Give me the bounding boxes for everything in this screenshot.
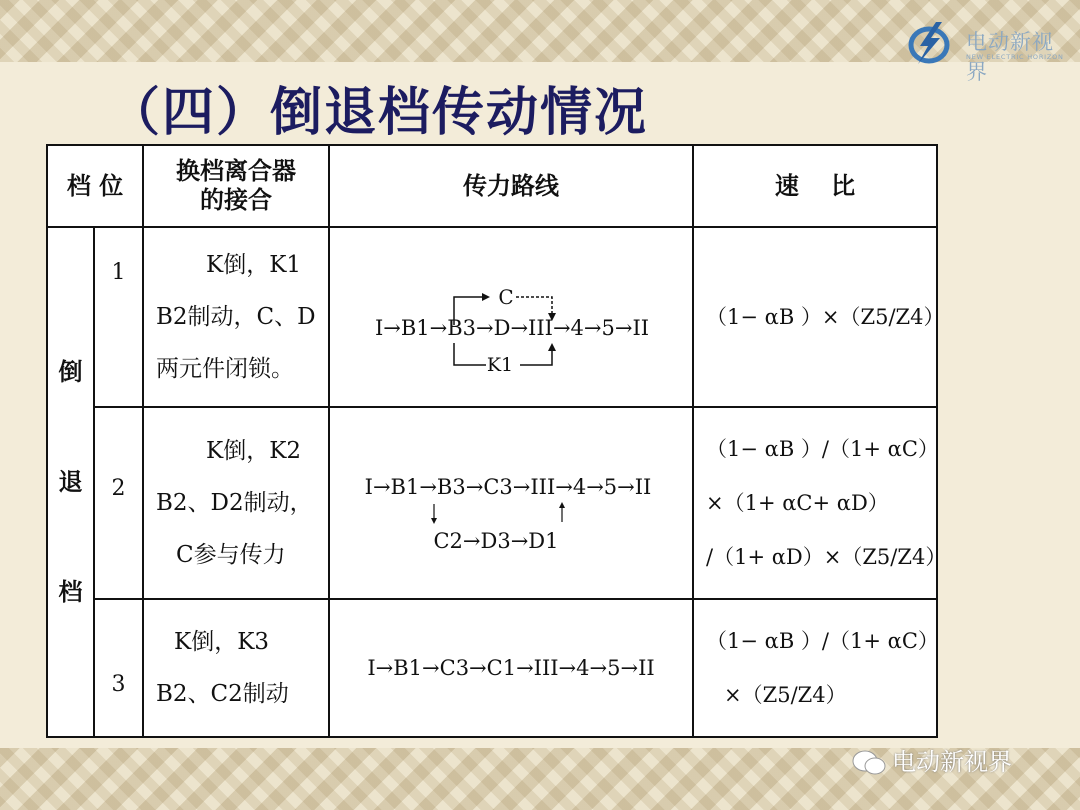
table-row [47,407,937,599]
svg-text:I→B1→B3→C3→III→4→5→II: I→B1→B3→C3→III→4→5→II [364,474,652,499]
gear-number: 2 [94,407,143,599]
speed-ratio: （1− αB ）×（Z5/Z4） [693,227,937,407]
clutch-engagement: K倒，K3 B2、C2制动 [143,599,329,737]
svg-text:C2→D3→D1: C2→D3→D1 [433,528,559,553]
logo-name-cn: 电动新视界 [966,30,1054,84]
header-row [47,145,937,227]
gear-number: 1 [94,227,143,407]
route-diagram [330,255,694,375]
logo-name-en: NEW ELECTRIC HORIZON [966,53,1064,61]
header-gear: 档 位 [47,145,143,227]
clutch-engagement: K倒，K1 B2制动，C、D 两元件闭锁。 [143,227,329,407]
clutch-engagement: K倒，K2 B2、D2制动， C参与传力 [143,407,329,599]
svg-text:I→B1→B3→D→III→4→5→II: I→B1→B3→D→III→4→5→II [374,315,650,340]
header-clutch: 换档离合器的接合 [143,145,329,227]
svg-text:C: C [498,284,514,309]
power-route [329,227,693,407]
lightning-ring-icon [906,20,952,66]
speed-ratio: （1− αB ）/（1+ αC） ×（Z5/Z4） [693,599,937,737]
power-route [329,407,693,599]
brand-logo [900,12,1070,84]
svg-text:K1: K1 [486,353,514,375]
reverse-gear-group-label: 倒 退 档 [47,227,94,737]
gear-number: 3 [94,599,143,737]
route-diagram [330,426,694,576]
power-route: I→B1→C3→C1→III→4→5→II [329,599,693,737]
table-row [47,599,937,737]
speed-ratio: （1− αB ）/（1+ αC） ×（1+ αC+ αD） /（1+ αD）×（Z5/Z4） [693,407,937,599]
header-ratio: 速 比 [693,145,937,227]
reverse-gear-table [46,144,947,738]
table-row [47,227,937,407]
chat-bubble-icon [852,749,886,777]
slide-title: （四）倒退档传动情况 [108,83,649,143]
watermark: 电动新视界 [852,742,1012,777]
header-route: 传力路线 [329,145,693,227]
